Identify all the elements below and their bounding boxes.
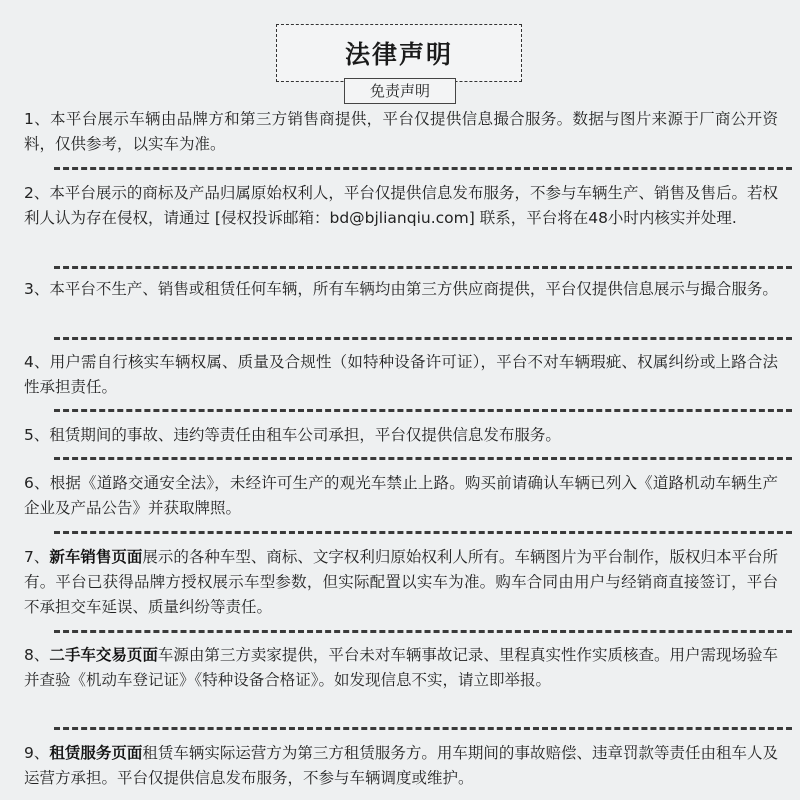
divider	[54, 531, 792, 534]
divider	[54, 409, 792, 412]
item-number: 3、	[24, 280, 50, 298]
item-number: 9、	[24, 744, 50, 762]
item-text: 本平台展示的商标及产品归属原始权利人，平台仅提供信息发布服务，不参与车辆生产、销售及售后。若权利人认为存在侵权，请通过 [侵权投诉邮箱：bd@bjlianqiu.com] 联系，平台将在48小时内核实并处理.	[24, 184, 778, 227]
item-number: 1、	[24, 110, 51, 128]
divider	[54, 266, 792, 269]
title-box	[276, 24, 522, 82]
item-text: 用户需自行核实车辆权属、质量及合规性（如特种设备许可证），平台不对车辆瑕疵、权属纠纷或上路合法性承担责任。	[24, 353, 778, 396]
item-section-name: 二手车交易页面	[49, 646, 158, 664]
disclaimer-item-4	[24, 350, 778, 400]
item-number: 2、	[24, 184, 50, 202]
item-text: 租赁车辆实际运营方为第三方租赁服务方。用车期间的事故赔偿、违章罚款等责任由租车人及运营方承担。平台仅提供信息发布服务，不参与车辆调度或维护。	[24, 744, 778, 787]
disclaimer-item-1	[24, 107, 778, 157]
disclaimer-item-2	[24, 181, 778, 231]
item-section-name: 新车销售页面	[49, 548, 143, 566]
divider	[54, 727, 792, 730]
divider	[54, 630, 792, 633]
item-text: 本平台展示车辆由品牌方和第三方销售商提供，平台仅提供信息撮合服务。数据与图片来源于厂商公开资料，仅供参考，以实车为准。	[24, 110, 778, 153]
item-number: 8、	[24, 646, 50, 664]
item-number: 4、	[24, 353, 50, 371]
divider	[54, 167, 792, 170]
page-subtitle: 免责声明	[344, 78, 456, 104]
item-text: 本平台不生产、销售或租赁任何车辆，所有车辆均由第三方供应商提供，平台仅提供信息展示与撮合服务。	[49, 280, 778, 298]
disclaimer-item-6	[24, 471, 778, 521]
item-number: 6、	[24, 474, 50, 492]
item-number: 5、	[24, 426, 50, 444]
page-title: 法律声明	[344, 40, 453, 69]
item-text: 根据《道路交通安全法》，未经许可生产的观光车禁止上路。购买前请确认车辆已列入《道路机动车辆生产企业及产品公告》并获取牌照。	[24, 474, 778, 517]
item-number: 7、	[24, 548, 50, 566]
disclaimer-item-3	[24, 277, 778, 302]
disclaimer-item-9	[24, 741, 778, 791]
divider	[54, 337, 792, 340]
disclaimer-item-8	[24, 643, 778, 693]
item-section-name: 租赁服务页面	[49, 744, 143, 762]
item-text: 展示的各种车型、商标、文字权利归原始权利人所有。车辆图片为平台制作，版权归本平台所有。平台已获得品牌方授权展示车型参数，但实际配置以实车为准。购车合同由用户与经销商直接签订，平台不承担交车延误、质量纠纷等责任。	[24, 548, 778, 616]
disclaimer-item-5	[24, 423, 778, 448]
divider	[54, 457, 792, 460]
disclaimer-item-7	[24, 545, 778, 620]
item-text: 车源由第三方卖家提供，平台未对车辆事故记录、里程真实性作实质核查。用户需现场验车并查验《机动车登记证》《特种设备合格证》。如发现信息不实，请立即举报。	[24, 646, 778, 689]
item-text: 租赁期间的事故、违约等责任由租车公司承担，平台仅提供信息发布服务。	[49, 426, 561, 444]
